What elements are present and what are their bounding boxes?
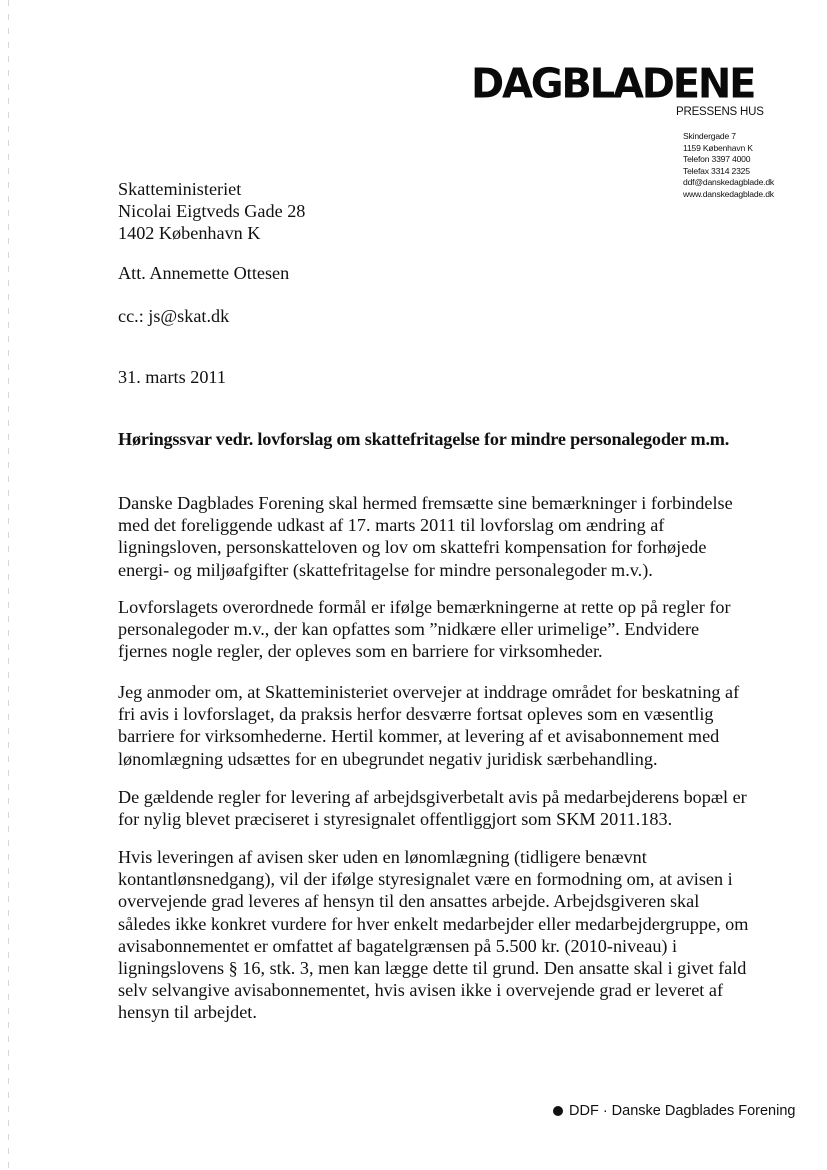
paragraph-3 — [118, 681, 798, 770]
footer-text: DDF · Danske Dagblades Forening — [569, 1103, 796, 1119]
contact-website: www.danskedagblade.dk — [683, 188, 774, 199]
paragraph-line: personalegoder m.v., der kan opfattes som ”nidkære eller urimelige”. Endvidere — [118, 619, 700, 640]
contact-phone: Telefon 3397 4000 — [683, 154, 751, 165]
paragraph-line: selv selvangive avisabonnementet, hvis avisen ikke i overvejende grad er leveret af — [118, 980, 724, 1001]
paragraph-1 — [118, 492, 798, 581]
paragraph-line: ligningslovens § 16, stk. 3, men kan lægge dette til grund. Den ansatte skal i givet fald — [118, 958, 747, 979]
contact-city: 1159 København K — [683, 142, 753, 153]
paragraph-line: De gældende regler for levering af arbejdsgiverbetalt avis på medarbejderens bopæl er — [118, 787, 747, 807]
paragraph-line: lønomlægning udsættes for en ubegrundet negativ juridisk særbehandling. — [118, 748, 658, 769]
paragraph-line: ligningsloven, personskatteloven og lov om skattefri kompensation for forhøjede — [118, 537, 707, 558]
paragraph-line: energi- og miljøafgifter (skattefritagelse for mindre personalegoder m.v.). — [118, 559, 653, 580]
recipient-city: 1402 København K — [118, 223, 261, 243]
letter-subject: Høringssvar vedr. lovforslag om skattefritagelse for mindre personalegoder m.m. — [118, 429, 730, 449]
paragraph-5 — [118, 846, 798, 1024]
paragraph-line: Jeg anmoder om, at Skatteministeriet overvejer at inddrage området for beskatning af — [118, 682, 740, 702]
letterhead-logo: DAGBLADENE — [471, 60, 755, 108]
paragraph-line: fri avis i lovforslaget, da praksis herfor desværre fortsat opleves som en væsentlig — [118, 704, 714, 725]
letterhead-contact — [683, 131, 774, 201]
paragraph-line: hensyn til arbejdet. — [118, 1002, 257, 1023]
contact-email: ddf@danskedagblade.dk — [683, 177, 775, 188]
recipient-street: Nicolai Eigtveds Gade 28 — [118, 201, 306, 221]
paragraph-line: barriere for virksomhederne. Hertil kommer, at levering af et avisabonnement med — [118, 726, 720, 747]
recipient-address — [118, 178, 305, 244]
paragraph-line: fjernes nogle regler, der opleves som en barriere for virksomheder. — [118, 641, 603, 662]
paragraph-4 — [118, 786, 798, 830]
paragraph-line: for nylig blevet præciseret i styresignalet offentliggjort som SKM 2011.183. — [118, 809, 673, 830]
paragraph-line: således ikke konkret vurdere for hver enkelt medarbejder eller medarbejdergruppe, om — [118, 913, 749, 934]
letter-date: 31. marts 2011 — [118, 367, 226, 387]
paragraph-line: kontantlønsnedgang), vil der ifølge styresignalet være en formodning om, at avisen i — [118, 869, 733, 890]
cc-line: cc.: js@skat.dk — [118, 306, 230, 326]
paragraph-line: Danske Dagblades Forening skal hermed fremsætte sine bemærkninger i forbindelse — [118, 493, 733, 513]
letterhead-subtitle: PRESSENS HUS — [676, 106, 764, 118]
paragraph-line: med det foreliggende udkast af 17. marts 2011 til lovforslag om ændring af — [118, 515, 665, 536]
contact-street: Skindergade 7 — [683, 131, 736, 141]
recipient-name: Skatteministeriet — [118, 179, 242, 199]
bullet-icon — [553, 1106, 563, 1116]
contact-fax: Telefax 3314 2325 — [683, 165, 750, 176]
paragraph-line: Hvis leveringen af avisen sker uden en lønomlægning (tidligere benævnt — [118, 847, 647, 867]
attention-line: Att. Annemette Ottesen — [118, 263, 290, 283]
scan-edge-artifact — [8, 0, 9, 1170]
paragraph-line: overvejende grad leveres af hensyn til den ansattes arbejde. Arbejdsgiveren skal — [118, 891, 700, 912]
paragraph-line: Lovforslagets overordnede formål er ifølge bemærkningerne at rette op på regler for — [118, 597, 731, 617]
paragraph-line: avisabonnementet er omfattet af bagatelgrænsen på 5.500 kr. (2010-niveau) i — [118, 935, 678, 956]
paragraph-2 — [118, 596, 798, 663]
letter-footer — [553, 1103, 795, 1119]
